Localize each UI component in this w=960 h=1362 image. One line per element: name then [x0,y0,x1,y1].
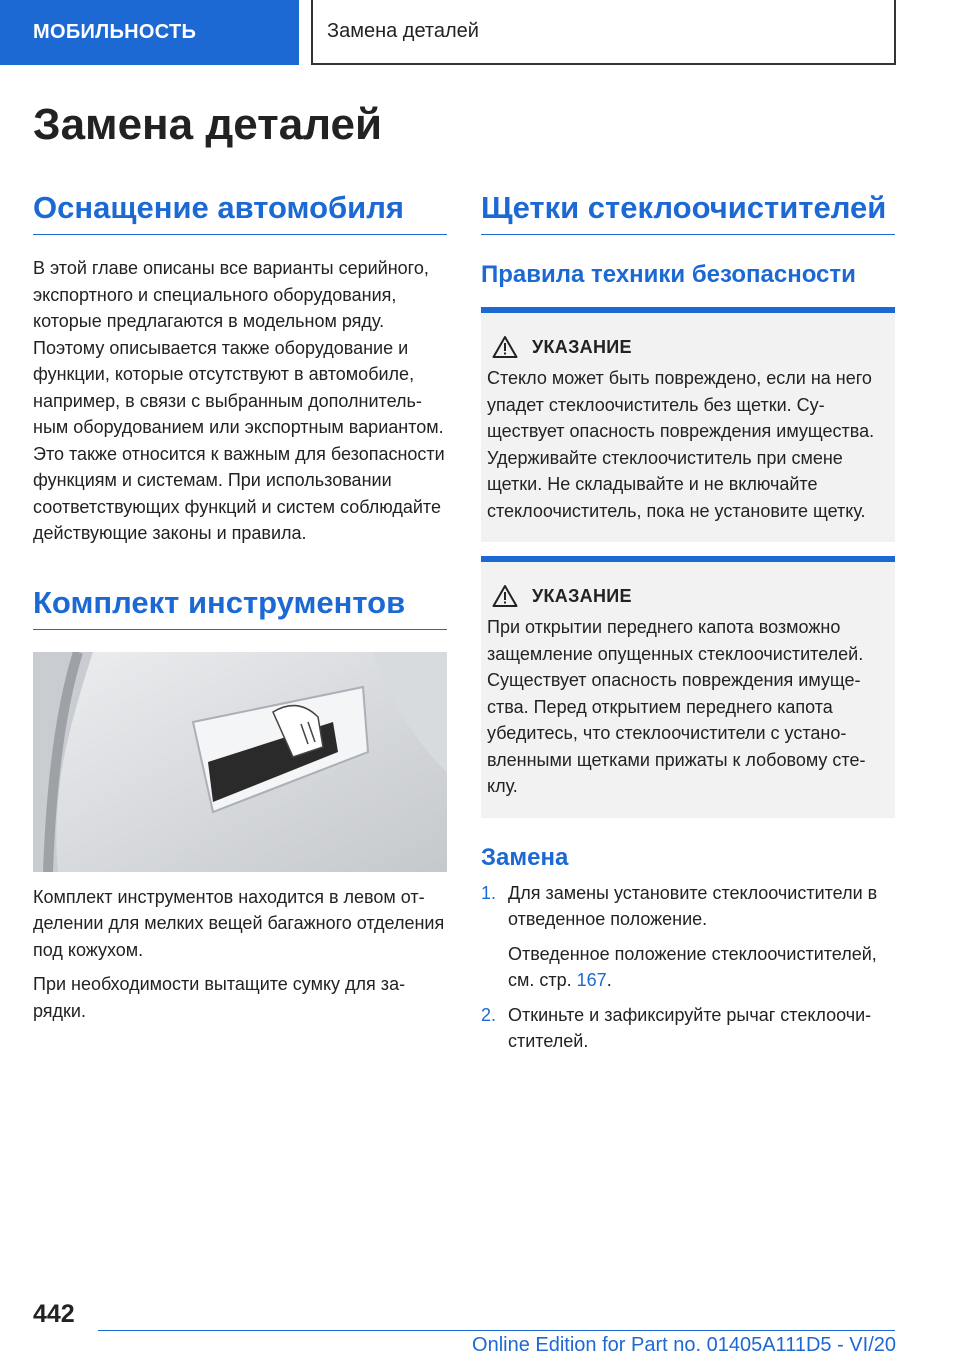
section-tab [0,0,299,65]
toolkit-photo [33,652,447,872]
wipers-heading: Щетки стеклоочистителей [481,190,895,235]
toolkit-heading: Комплект инструментов [33,585,447,630]
step-number: 2. [481,1004,497,1025]
list-item [481,880,895,1002]
safety-heading: Правила техники безопасности [481,261,856,288]
left-column [33,190,447,1024]
toolkit-text-1: Комплект инструментов находится в левом отделении для мелких вещей багажного отделения под кожухом. [33,886,445,960]
list-item [481,1002,895,1063]
step-text: Для замены установите стеклоочистители в отведенное положение. [508,882,878,929]
footer-edition: Online Edition for Part no. 01405A111D5 - VI/20 [472,1334,896,1356]
breadcrumb [311,0,896,65]
equipment-heading: Оснащение автомобиля [33,190,447,235]
toolkit-text-2: При необходимости вытащите сумку для зарядки. [33,974,406,1021]
warning-triangle-icon [492,584,518,608]
warning-text: При открытии переднего капота возможно защемление опущенных стеклоочистителей. Существует опасность повреждения имущества. Перед открытием переднего капота убедитесь, что стеклоочистители с установленными щетками прижаты к лобовому стеклу. [487,617,866,796]
warning-box-2 [481,556,895,818]
warning-triangle-icon [492,335,518,359]
step-subtext: Отведенное положение стеклоочистителей, см. стр. 167. [508,943,877,990]
warning-text: Стекло может быть повреждено, если на него упадет стеклоочиститель без щетки. Существует опасность повреждения имущества. Удерживайте стеклоочиститель при смене щетки. Не складывайте и не включайте стеклоочиститель, пока не установите щетку. [487,368,875,521]
toolkit-illustration [33,652,447,872]
warning-title: УКАЗАНИЕ [532,585,632,606]
replace-heading: Замена [481,843,569,871]
section-label: МОБИЛЬНОСТЬ [33,21,197,43]
step-number: 1. [481,882,497,903]
page-link[interactable]: 167 [576,970,607,990]
step-text: Откиньте и зафиксируйте рычаг стеклоочистителей. [508,1004,872,1051]
right-column [481,190,895,1063]
breadcrumb-label: Замена деталей [327,20,479,42]
page-number: 442 [33,1300,75,1328]
warning-title: УКАЗАНИЕ [532,336,632,357]
page-title: Замена деталей [33,100,383,149]
footer-divider [98,1330,895,1331]
equipment-text: В этой главе описаны все варианты серийного, экспортного и специального оборудования, которые предлагаются в модельном ряду. Поэтому описывается также оборудование и функции, которые отсутствуют в автомобиле, например, в связи с выбранным дополнительным оборудованием или экспортным вариантом. Это также относится к важным для безопасности функциям и системам. При использовании соответствующих функций и систем соблюдайте действующие законы и правила. [33,258,445,543]
warning-box-1 [481,307,895,542]
